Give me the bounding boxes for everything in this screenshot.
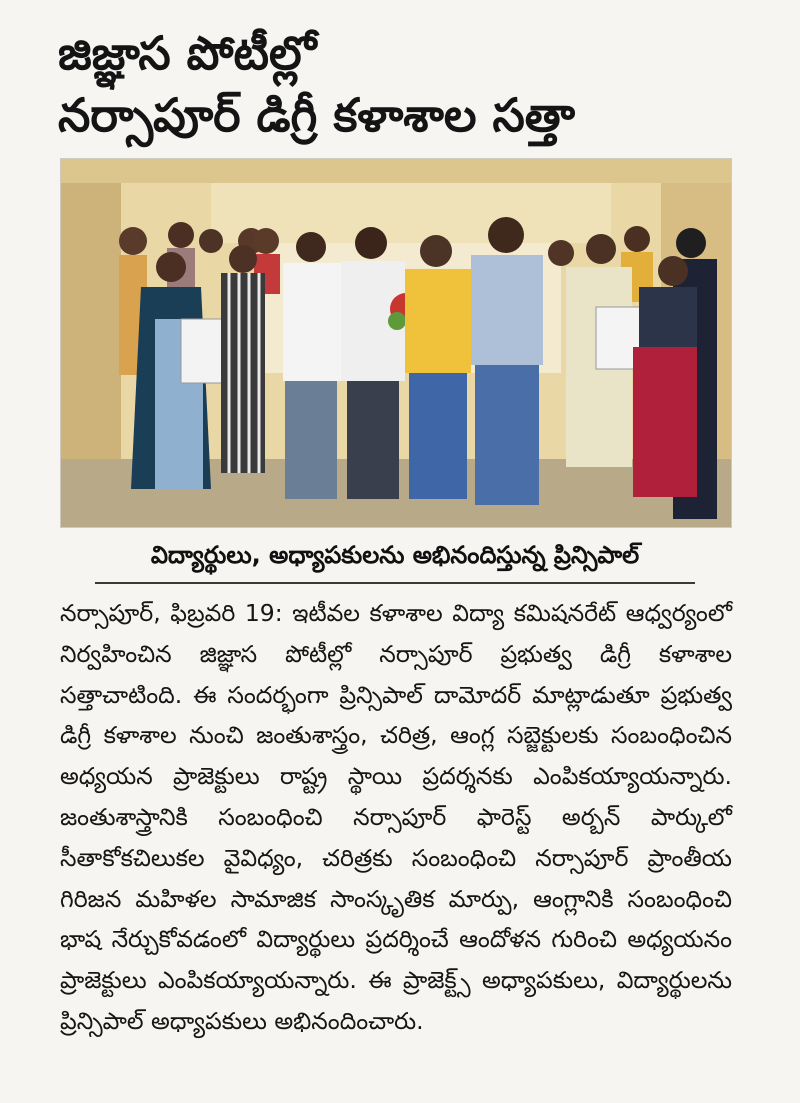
photo-caption: విద్యార్థులు, అధ్యాపకులను అభినందిస్తున్న ప్రిన్సిపాల్ — [150, 541, 640, 569]
article-body: నర్సాపూర్, ఫిబ్రవరి 19: ఇటీవల కళాశాల విద్యా కమిషనరేట్ ఆధ్వర్యంలో నిర్వహించిన జిజ్ఞాస పోటీల్లో నర్సాపూర్ ప్రభుత్వ డిగ్రీ కళాశాల సత్తాచాటింది. ఈ సందర్భంగా ప్రిన్సిపాల్ దామోదర్ మాట్లాడుతూ ప్రభుత్వ డిగ్రీ కళాశాల నుంచి జంతుశాస్త్రం, చరిత్ర, ఆంగ్ల సబ్జెక్టులకు సంబంధించిన అధ్యయన ప్రాజెక్టులు రాష్ట్ర స్థాయి ప్రదర్శనకు ఎంపికయ్యాయన్నారు. జంతుశాస్త్రానికి సంబంధించి నర్సాపూర్ ఫారెస్ట్ అర్బన్ పార్కులో సీతాకోకచిలుకల వైవిధ్యం, చరిత్రకు సంబంధించి నర్సాపూర్ ప్రాంతీయ గిరిజన మహిళల సామాజిక సాంస్కృతిక మార్పు, ఆంగ్లానికి సంబంధించి భాష నేర్చుకోవడంలో విద్యార్థులు ప్రదర్శించే ఆందోళన గురించి అధ్యయనం ప్రాజెక్టులు ఎంపికయ్యాయన్నారు. ఈ ప్రాజెక్ట్స్ అధ్యాపకులు, విద్యార్థులను ప్రిన్సిపాల్ అధ్యాపకులు అభినందించారు. — [60, 599, 732, 1035]
caption-divider — [95, 582, 695, 584]
headline-line-1: జిజ్ఞాస పోటీల్లో — [58, 26, 317, 80]
headline — [58, 22, 738, 146]
headline-line-2: నర్సాపూర్ డిగ్రీ కళాశాల సత్తా — [58, 88, 576, 142]
group-photo — [60, 158, 732, 528]
